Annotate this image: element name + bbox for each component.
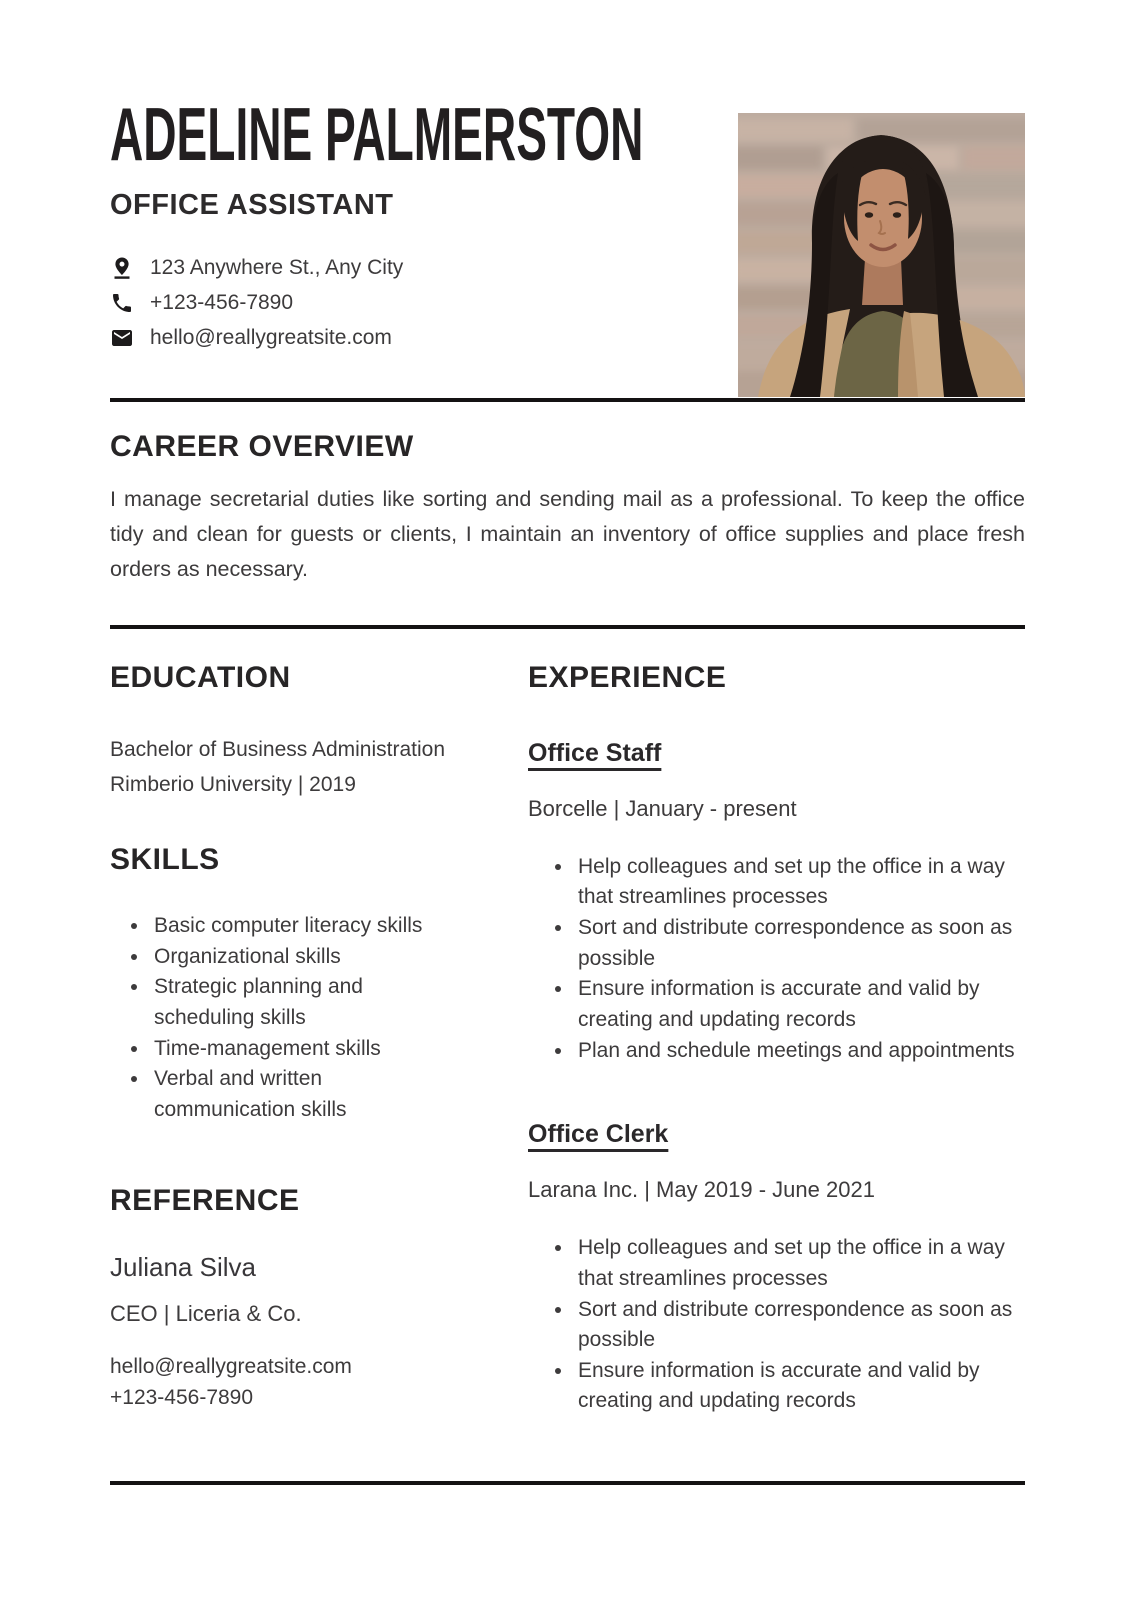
career-overview-section <box>0 430 1131 586</box>
divider-top <box>110 398 1025 402</box>
job-title-office-staff: Office Staff <box>528 738 662 767</box>
skills-list-item: • Organizational skills <box>150 942 458 973</box>
job-bullet: • Plan and schedule meetings and appointments <box>574 1036 1025 1067</box>
main-columns <box>0 629 1131 1418</box>
job-bullet-list <box>528 852 1025 1067</box>
person-name: ADELINE PALMERSTON <box>110 91 644 177</box>
right-column <box>528 629 1025 1418</box>
education-degree: Bachelor of Business Administration <box>110 737 446 761</box>
skills-list-item: • Basic computer literacy skills <box>150 911 458 942</box>
job-bullet: • Sort and distribute correspondence as soon as possible <box>574 1295 1025 1356</box>
job-bullet-list <box>528 1233 1025 1417</box>
person-job-title: OFFICE ASSISTANT <box>110 189 394 222</box>
reference-email: hello@reallygreatsite.com <box>110 1354 352 1378</box>
contact-address-text: 123 Anywhere St., Any City <box>150 256 404 280</box>
experience-heading: EXPERIENCE <box>528 660 727 694</box>
phone-icon <box>110 291 134 315</box>
job-bullet: • Help colleagues and set up the office in a way that streamlines processes <box>574 1233 1025 1294</box>
email-icon <box>110 326 134 350</box>
left-column <box>110 629 458 1418</box>
reference-phone: +123-456-7890 <box>110 1385 254 1409</box>
location-pin-icon <box>110 256 134 280</box>
resume-header <box>0 0 1131 350</box>
profile-photo-illustration <box>738 113 1025 397</box>
profile-photo <box>738 113 1025 397</box>
contact-email-text: hello@reallygreatsite.com <box>150 326 392 350</box>
reference-title: CEO | Liceria & Co. <box>110 1300 302 1326</box>
career-overview-heading: CAREER OVERVIEW <box>110 430 414 464</box>
contact-phone-text: +123-456-7890 <box>150 291 294 315</box>
experience-job <box>528 695 1025 1067</box>
job-bullet: • Ensure information is accurate and valid by creating and updating records <box>574 1356 1025 1417</box>
job-bullet: • Sort and distribute correspondence as soon as possible <box>574 913 1025 974</box>
experience-job <box>528 1066 1025 1417</box>
job-meta: Borcelle | January - present <box>528 795 797 821</box>
skills-heading: SKILLS <box>110 843 220 877</box>
job-bullet: • Help colleagues and set up the office in a way that streamlines processes <box>574 852 1025 913</box>
skills-list <box>110 911 458 1126</box>
skills-list-item: • Time-management skills <box>150 1034 458 1065</box>
education-heading: EDUCATION <box>110 660 291 694</box>
education-school: Rimberio University | 2019 <box>110 773 356 797</box>
skills-list-item: • Verbal and written communication skills <box>150 1064 458 1125</box>
reference-name: Juliana Silva <box>110 1251 256 1282</box>
skills-list-item: • Strategic planning and scheduling skills <box>150 972 458 1033</box>
job-bullet: • Ensure information is accurate and valid by creating and updating records <box>574 974 1025 1035</box>
job-meta: Larana Inc. | May 2019 - June 2021 <box>528 1177 875 1203</box>
reference-heading: REFERENCE <box>110 1183 300 1217</box>
job-title-office-clerk: Office Clerk <box>528 1120 669 1149</box>
career-overview-text: I manage secretarial duties like sorting and sending mail as a professional. To keep the office tidy and clean for guests or clients, I maintain an inventory of office supplies and place fresh orders as necessary. <box>110 487 1025 581</box>
divider-bottom <box>110 1481 1025 1485</box>
